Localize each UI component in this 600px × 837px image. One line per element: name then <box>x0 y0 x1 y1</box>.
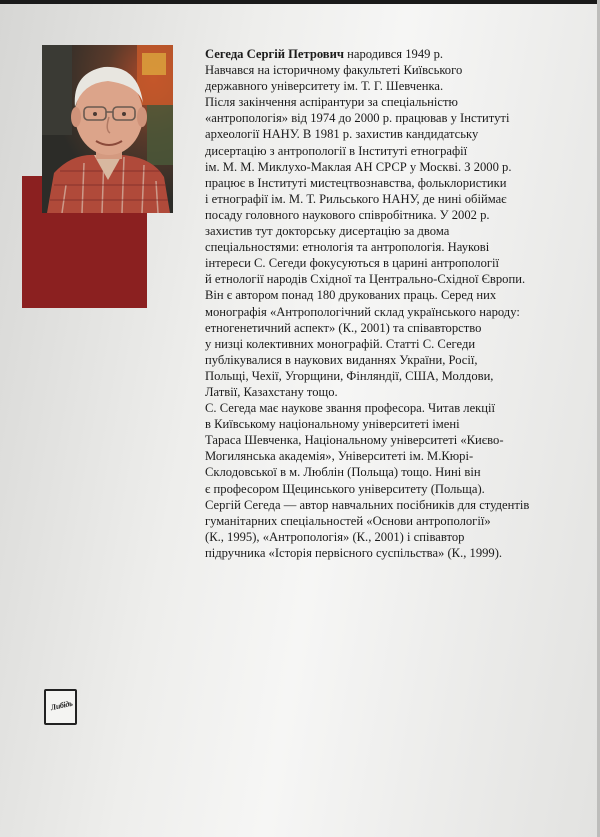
bio-line: Сергій Сегеда — автор навчальних посібників для студентів <box>205 497 530 512</box>
bio-line: С. Сегеда має наукове звання професора. Читав лекції <box>205 401 496 416</box>
publisher-logo-icon <box>44 689 77 725</box>
bio-line: спеціальностями: етнологія та антропологія. Наукові <box>205 240 490 255</box>
bio-line: Склодовської в м. Люблін (Польща) тощо. Нині він <box>205 465 481 480</box>
bio-line: підручника «Історія первісного суспільства» (К., 1999). <box>205 545 503 560</box>
publisher-logo-text: Либідь <box>49 698 74 713</box>
bio-line: й етнології народів Східної та Центрально-Східної Європи. <box>205 272 526 287</box>
author-name: Сегеда Сергій Петрович <box>205 47 344 61</box>
top-border <box>0 0 600 4</box>
bio-line: захистив тут докторську дисертацію за двома <box>205 224 450 239</box>
author-bio <box>205 46 565 561</box>
bio-line: посаду головного наукового співробітника. У 2002 р. <box>205 207 490 222</box>
bio-line: етногенетичний аспект» (К., 2001) та співавторство <box>205 320 482 335</box>
bio-line: Після закінчення аспірантури за спеціальністю <box>205 95 458 110</box>
author-photo <box>42 45 173 213</box>
bio-line: Могилянська академія», Університеті ім. М.Кюрі- <box>205 449 474 464</box>
bio-line: ім. М. М. Миклухо-Маклая АН СРСР у Москві. З 2000 р. <box>205 159 512 174</box>
bio-line: працює в Інституті мистецтвознавства, фольклористики <box>205 175 507 190</box>
bio-line: Латвії, Казахстану тощо. <box>205 384 338 399</box>
bio-line: Польщі, Чехії, Угорщини, Фінляндії, США, Молдови, <box>205 368 494 383</box>
bio-first-line <box>205 46 565 62</box>
bio-line: у низці колективних монографій. Статті С. Сегеди <box>205 336 476 351</box>
bio-line: Навчався на історичному факультеті Київського <box>205 63 463 78</box>
bio-line: гуманітарних спеціальностей «Основи антропології» <box>205 513 491 528</box>
bio-line: археології НАНУ. В 1981 р. захистив кандидатську <box>205 127 479 142</box>
bio-line: «антропологія» від 1974 до 2000 р. працював у Інституті <box>205 111 510 126</box>
bio-line: монографія «Антропологічний склад українського народу: <box>205 304 520 319</box>
bio-line: державного університету ім. Т. Г. Шевченка. <box>205 79 444 94</box>
bio-line: (К., 1995), «Антропологія» (К., 2001) і співавтор <box>205 529 465 544</box>
bio-line: публікувалися в наукових виданнях України, Росії, <box>205 352 478 367</box>
bio-line: Він є автором понад 180 друкованих праць. Серед них <box>205 288 497 303</box>
bio-line: і етнографії ім. М. Т. Рильського НАНУ, де нині обіймає <box>205 191 507 206</box>
bio-line: народився 1949 р. <box>343 47 444 61</box>
bio-line: в Київському національному університеті імені <box>205 417 460 432</box>
bio-line: інтереси С. Сегеди фокусуються в царині антропології <box>205 256 500 271</box>
bio-line: дисертацію з антропології в Інституті етнографії <box>205 143 468 158</box>
bio-line: є професором Щецинського університету (Польща). <box>205 481 485 496</box>
bio-line: Тараса Шевченка, Національному університеті «Києво- <box>205 433 504 448</box>
